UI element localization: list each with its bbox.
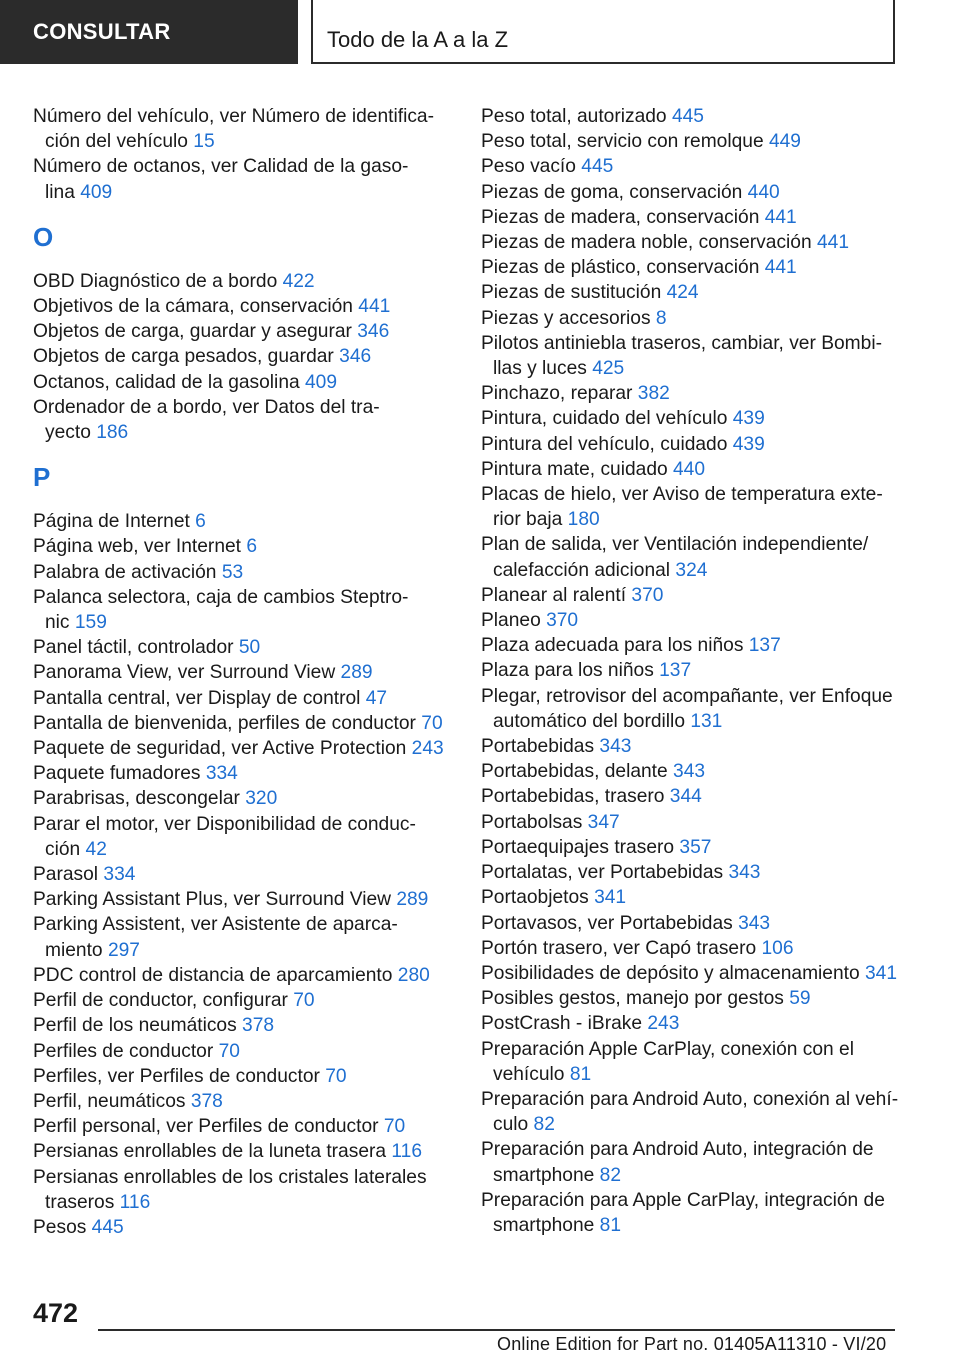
index-entry <box>481 180 901 205</box>
index-entry <box>481 532 901 582</box>
page-reference-link[interactable]: 70 <box>293 990 315 1012</box>
page-reference-link[interactable]: 289 <box>340 662 373 684</box>
index-entry-term: Peso total, autorizado <box>481 106 667 127</box>
index-entry-term: Paquete de seguridad, ver Active Protection <box>33 738 407 760</box>
page-reference-link[interactable]: 422 <box>282 270 315 292</box>
index-entry <box>481 154 901 179</box>
index-entry <box>33 711 448 736</box>
page-reference-link[interactable]: 6 <box>246 536 258 558</box>
page-reference-link[interactable]: 82 <box>533 1114 555 1136</box>
page-reference-link[interactable]: 378 <box>242 1015 275 1037</box>
index-entry-term: Paquete fumadores <box>33 763 201 785</box>
page-reference-link[interactable]: 70 <box>218 1040 240 1062</box>
index-entry-term: Portabebidas <box>481 736 595 758</box>
index-entry <box>481 331 901 381</box>
index-letter-heading: O <box>33 221 54 252</box>
section-tab <box>0 0 298 64</box>
page-reference-link[interactable]: 243 <box>647 1013 680 1035</box>
index-entry <box>33 1165 448 1215</box>
index-entry <box>481 432 901 457</box>
section-label: CONSULTAR <box>33 19 171 44</box>
page-reference-link[interactable]: 50 <box>238 637 261 659</box>
index-entry-term: Número del vehículo, ver Número de identificación del vehículo <box>33 106 434 153</box>
index-entry-term: Portabebidas, delante <box>481 761 668 783</box>
page-reference-link[interactable]: 440 <box>747 181 780 203</box>
index-entry <box>481 1137 901 1187</box>
index-entry-term: Portalatas, ver Portabebidas <box>481 862 724 884</box>
page-reference-link[interactable]: 6 <box>195 511 206 533</box>
index-entry <box>33 1013 448 1038</box>
index-entry-term: Objetos de carga, guardar y asegurar <box>33 321 352 343</box>
page-reference-link[interactable]: 47 <box>365 687 388 709</box>
index-entry-term: Portabolsas <box>481 811 583 833</box>
index-entry <box>33 154 448 204</box>
index-entry-term: PDC control de distancia de aparcamiento <box>33 964 393 986</box>
index-entry <box>481 406 901 431</box>
index-entry <box>33 294 448 319</box>
index-entry-term: Preparación Apple CarPlay, conexión con el vehículo <box>481 1038 854 1085</box>
index-entry <box>481 961 901 986</box>
page-reference-link[interactable]: 289 <box>396 889 429 911</box>
page-reference-link[interactable]: 280 <box>397 964 430 986</box>
page-reference-link[interactable]: 409 <box>80 181 113 203</box>
index-entry-term: Pantalla de bienvenida, perfiles de conductor <box>33 712 416 734</box>
index-entry-term: OBD Diagnóstico de a bordo <box>33 270 278 292</box>
page-reference-link[interactable]: 441 <box>764 206 797 228</box>
index-entry-term: Panorama View, ver Surround View <box>33 662 336 684</box>
index-entry <box>481 1188 901 1238</box>
index-entry <box>33 786 448 811</box>
index-entry <box>33 1215 448 1240</box>
index-entry <box>33 1089 448 1114</box>
index-entry-term: Persianas enrollables de los cristales laterales traseros <box>33 1166 427 1213</box>
page-reference-link[interactable]: 439 <box>732 433 765 455</box>
index-entry <box>33 912 448 962</box>
index-entry <box>33 395 448 445</box>
index-entry-term: Perfiles de conductor <box>33 1040 214 1062</box>
index-entry-term: Perfil, neumáticos <box>33 1090 186 1112</box>
page-reference-link[interactable]: 53 <box>221 561 244 583</box>
index-entry <box>481 482 901 532</box>
index-entry-term: Persianas enrollables de la luneta trasera <box>33 1141 387 1163</box>
index-entry-term: Palabra de activación <box>33 561 217 583</box>
index-entry <box>33 1039 448 1064</box>
index-entry-term: Perfil personal, ver Perfiles de conductor <box>33 1116 379 1138</box>
index-entry <box>481 936 901 961</box>
index-entry-term: Objetos de carga pesados, guardar <box>33 346 334 368</box>
index-entry <box>33 635 448 660</box>
page-reference-link[interactable]: 324 <box>675 559 708 581</box>
index-entry-term: Pantalla central, ver Display de control <box>33 687 361 709</box>
page-reference-link[interactable]: 334 <box>103 864 136 886</box>
index-entry-term: Portavasos, ver Portabebidas <box>481 912 733 934</box>
index-entry-term: Perfil de los neumáticos <box>33 1015 237 1037</box>
page-reference-link[interactable]: 70 <box>421 712 443 734</box>
index-entry <box>481 205 901 230</box>
page-reference-link[interactable]: 344 <box>669 786 702 808</box>
page-reference-link[interactable]: 81 <box>599 1214 622 1236</box>
index-entry-term: Pintura mate, cuidado <box>481 458 668 480</box>
page-reference-link[interactable]: 445 <box>91 1216 124 1238</box>
index-entry <box>33 660 448 685</box>
index-entry <box>33 1114 448 1139</box>
index-entry <box>33 104 448 154</box>
index-entry <box>481 381 901 406</box>
index-entry-term: Placas de hielo, ver Aviso de temperatura exterior baja <box>481 484 883 531</box>
page-reference-link[interactable]: 343 <box>738 912 771 934</box>
page-reference-link[interactable]: 8 <box>655 307 667 329</box>
index-entry <box>33 1139 448 1164</box>
index-entry-term: Página de Internet <box>33 511 190 533</box>
page-reference-link[interactable]: 116 <box>119 1191 151 1213</box>
index-entry-term: PostCrash - iBrake <box>481 1013 643 1035</box>
index-entry-term: Plaza para los niños <box>481 660 654 682</box>
index-entry-term: Pintura del vehículo, cuidado <box>481 433 728 455</box>
index-entry-term: Objetivos de la cámara, conservación <box>33 296 353 318</box>
page-reference-link[interactable]: 341 <box>865 962 898 984</box>
page-reference-link[interactable]: 449 <box>768 131 801 153</box>
index-entry <box>33 736 448 761</box>
index-entry <box>33 344 448 369</box>
index-entry <box>481 860 901 885</box>
index-entry-term: Pintura, cuidado del vehículo <box>481 408 728 430</box>
index-entry-term: Peso total, servicio con remolque <box>481 131 764 153</box>
page-number: 472 <box>33 1298 79 1328</box>
page-reference-link[interactable]: 42 <box>85 838 107 860</box>
index-entry-term: Parasol <box>33 864 99 886</box>
index-entry-term: Parabrisas, descongelar <box>33 788 240 810</box>
index-entry <box>33 1064 448 1089</box>
index-column-left <box>33 104 448 1240</box>
index-entry <box>481 583 901 608</box>
index-entry-term: Portaequipajes trasero <box>481 836 675 858</box>
page-reference-link[interactable]: 343 <box>599 736 632 758</box>
index-entry-term: Plegar, retrovisor del acompañante, ver Enfoque automático del bordillo <box>481 685 893 732</box>
index-entry <box>481 658 901 683</box>
index-entry-term: Piezas y accesorios <box>481 307 651 329</box>
page-reference-link[interactable]: 70 <box>325 1065 347 1087</box>
index-entry <box>33 887 448 912</box>
index-entry <box>33 370 448 395</box>
page-reference-link[interactable]: 445 <box>671 106 704 127</box>
index-entry <box>481 104 901 129</box>
footer-divider <box>98 1329 895 1331</box>
page-reference-link[interactable]: 347 <box>587 811 620 833</box>
index-entry-term: Perfiles, ver Perfiles de conductor <box>33 1065 320 1087</box>
page-reference-link[interactable]: 81 <box>569 1063 592 1085</box>
page-reference-link[interactable]: 441 <box>358 296 391 318</box>
index-entry-term: Piezas de plástico, conservación <box>481 257 760 279</box>
index-entry-term: Página web, ver Internet <box>33 536 241 558</box>
page-reference-link[interactable]: 409 <box>305 371 338 393</box>
page-reference-link[interactable]: 343 <box>728 862 761 884</box>
page-reference-link[interactable]: 440 <box>673 458 706 480</box>
index-entry-term: Pesos <box>33 1216 87 1238</box>
page-reference-link[interactable]: 424 <box>666 282 699 304</box>
index-entry-term: Perfil de conductor, configurar <box>33 990 288 1012</box>
index-entry <box>33 269 448 294</box>
page-reference-link[interactable]: 441 <box>764 257 797 279</box>
index-entry <box>481 280 901 305</box>
page-reference-link[interactable]: 441 <box>817 232 850 254</box>
index-entry <box>33 534 448 559</box>
index-entry <box>481 255 901 280</box>
index-letter-heading: P <box>33 462 51 493</box>
index-entry <box>481 306 901 331</box>
index-entry <box>481 986 901 1011</box>
index-entry <box>481 1011 901 1036</box>
index-entry-term: Pinchazo, reparar <box>481 383 633 405</box>
index-entry-term: Portón trasero, ver Capó trasero <box>481 937 757 959</box>
index-entry <box>481 608 901 633</box>
page-title: Todo de la A a la Z <box>327 27 509 52</box>
page-reference-link[interactable]: 370 <box>631 584 664 606</box>
page-reference-link[interactable]: 341 <box>594 887 627 909</box>
index-entry-term: Piezas de goma, conservación <box>481 181 743 203</box>
page-reference-link[interactable]: 137 <box>659 660 692 682</box>
index-entry-term: Parking Assistant Plus, ver Surround View <box>33 889 391 911</box>
page-reference-link[interactable]: 15 <box>193 131 215 153</box>
page-reference-link[interactable]: 131 <box>690 710 723 732</box>
index-entry <box>481 457 901 482</box>
index-entry <box>33 761 448 786</box>
index-entry-term: Número de octanos, ver Calidad de la gasolina <box>33 156 409 203</box>
index-entry-term: Portaobjetos <box>481 887 589 909</box>
index-entry <box>33 812 448 862</box>
page-reference-link[interactable]: 297 <box>107 939 140 961</box>
index-entry-term: Octanos, calidad de la gasolina <box>33 371 300 393</box>
index-entry-term: Posibilidades de depósito y almacenamiento <box>481 962 860 984</box>
index-entry <box>481 129 901 154</box>
index-entry-term: Portabebidas, trasero <box>481 786 665 808</box>
index-entry-term: Piezas de sustitución <box>481 282 662 304</box>
index-entry <box>481 633 901 658</box>
page-reference-link[interactable]: 137 <box>748 635 781 657</box>
page-reference-link[interactable]: 343 <box>673 761 706 783</box>
page-reference-link[interactable]: 439 <box>732 408 765 430</box>
index-entry <box>33 560 448 585</box>
index-column-right <box>481 104 901 1238</box>
index-entry-term: Piezas de madera, conservación <box>481 206 760 228</box>
page-reference-link[interactable]: 445 <box>581 156 614 178</box>
index-entry <box>33 862 448 887</box>
page-reference-link[interactable]: 82 <box>599 1164 622 1186</box>
index-entry <box>481 684 901 734</box>
index-entry-term: Ordenador de a bordo, ver Datos del trayecto <box>33 396 380 444</box>
index-entry <box>33 509 448 534</box>
page-reference-link[interactable]: 334 <box>205 763 238 785</box>
page-reference-link[interactable]: 186 <box>96 422 129 444</box>
page-reference-link[interactable]: 243 <box>411 738 444 760</box>
page-reference-link[interactable]: 382 <box>637 383 670 405</box>
index-entry <box>33 319 448 344</box>
index-entry <box>33 686 448 711</box>
index-entry-term: Preparación para Android Auto, integración de smartphone <box>481 1139 874 1186</box>
index-entry <box>481 885 901 910</box>
page-reference-link[interactable]: 378 <box>190 1090 223 1112</box>
index-entry <box>33 585 448 635</box>
index-entry <box>481 784 901 809</box>
index-entry-term: Pilotos antiniebla traseros, cambiar, ver Bombillas y luces <box>481 332 882 380</box>
index-entry <box>481 1087 901 1137</box>
page-reference-link[interactable]: 159 <box>74 612 107 634</box>
page-reference-link[interactable]: 346 <box>357 321 390 343</box>
index-entry <box>481 911 901 936</box>
page-reference-link[interactable]: 320 <box>245 788 278 810</box>
page-reference-link[interactable]: 116 <box>391 1141 422 1163</box>
page-reference-link[interactable]: 180 <box>567 509 600 531</box>
index-entry <box>481 759 901 784</box>
index-entry-term: Plan de salida, ver Ventilación independiente/​calefacción adicional <box>481 534 869 581</box>
page-reference-link[interactable]: 70 <box>383 1116 406 1138</box>
index-entry-term: Planear al ralentí <box>481 584 627 606</box>
index-entry-term: Preparación para Android Auto, conexión al vehículo <box>481 1088 899 1136</box>
edition-footer: Online Edition for Part no. 01405A11310 - VI/20 <box>497 1334 887 1354</box>
page-reference-link[interactable]: 370 <box>546 610 579 632</box>
index-entry <box>33 988 448 1013</box>
index-entry-term: Preparación para Apple CarPlay, integración de smartphone <box>481 1189 885 1236</box>
index-entry-term: Palanca selectora, caja de cambios Steptronic <box>33 586 409 634</box>
index-entry <box>481 230 901 255</box>
index-entry <box>481 1037 901 1087</box>
index-entry <box>481 835 901 860</box>
index-entry <box>481 810 901 835</box>
index-entry <box>33 963 448 988</box>
page-reference-link[interactable]: 106 <box>761 937 794 959</box>
index-entry-term: Posibles gestos, manejo por gestos <box>481 988 784 1010</box>
header-title-box <box>311 0 895 64</box>
index-entry-term: Piezas de madera noble, conservación <box>481 232 812 254</box>
index-entry-term: Planeo <box>481 610 541 632</box>
index-entry-term: Peso vacío <box>481 156 576 178</box>
index-entry-term: Parking Assistent, ver Asistente de aparcamiento <box>33 914 398 961</box>
index-entry-term: Parar el motor, ver Disponibilidad de conducción <box>33 813 416 860</box>
page-reference-link[interactable]: 357 <box>679 836 712 858</box>
page-reference-link[interactable]: 59 <box>789 988 811 1010</box>
page-reference-link[interactable]: 346 <box>339 346 372 368</box>
index-entry-term: Plaza adecuada para los niños <box>481 635 744 657</box>
index-entry <box>481 734 901 759</box>
index-entry-term: Panel táctil, controlador <box>33 637 234 659</box>
page-reference-link[interactable]: 425 <box>592 358 625 380</box>
